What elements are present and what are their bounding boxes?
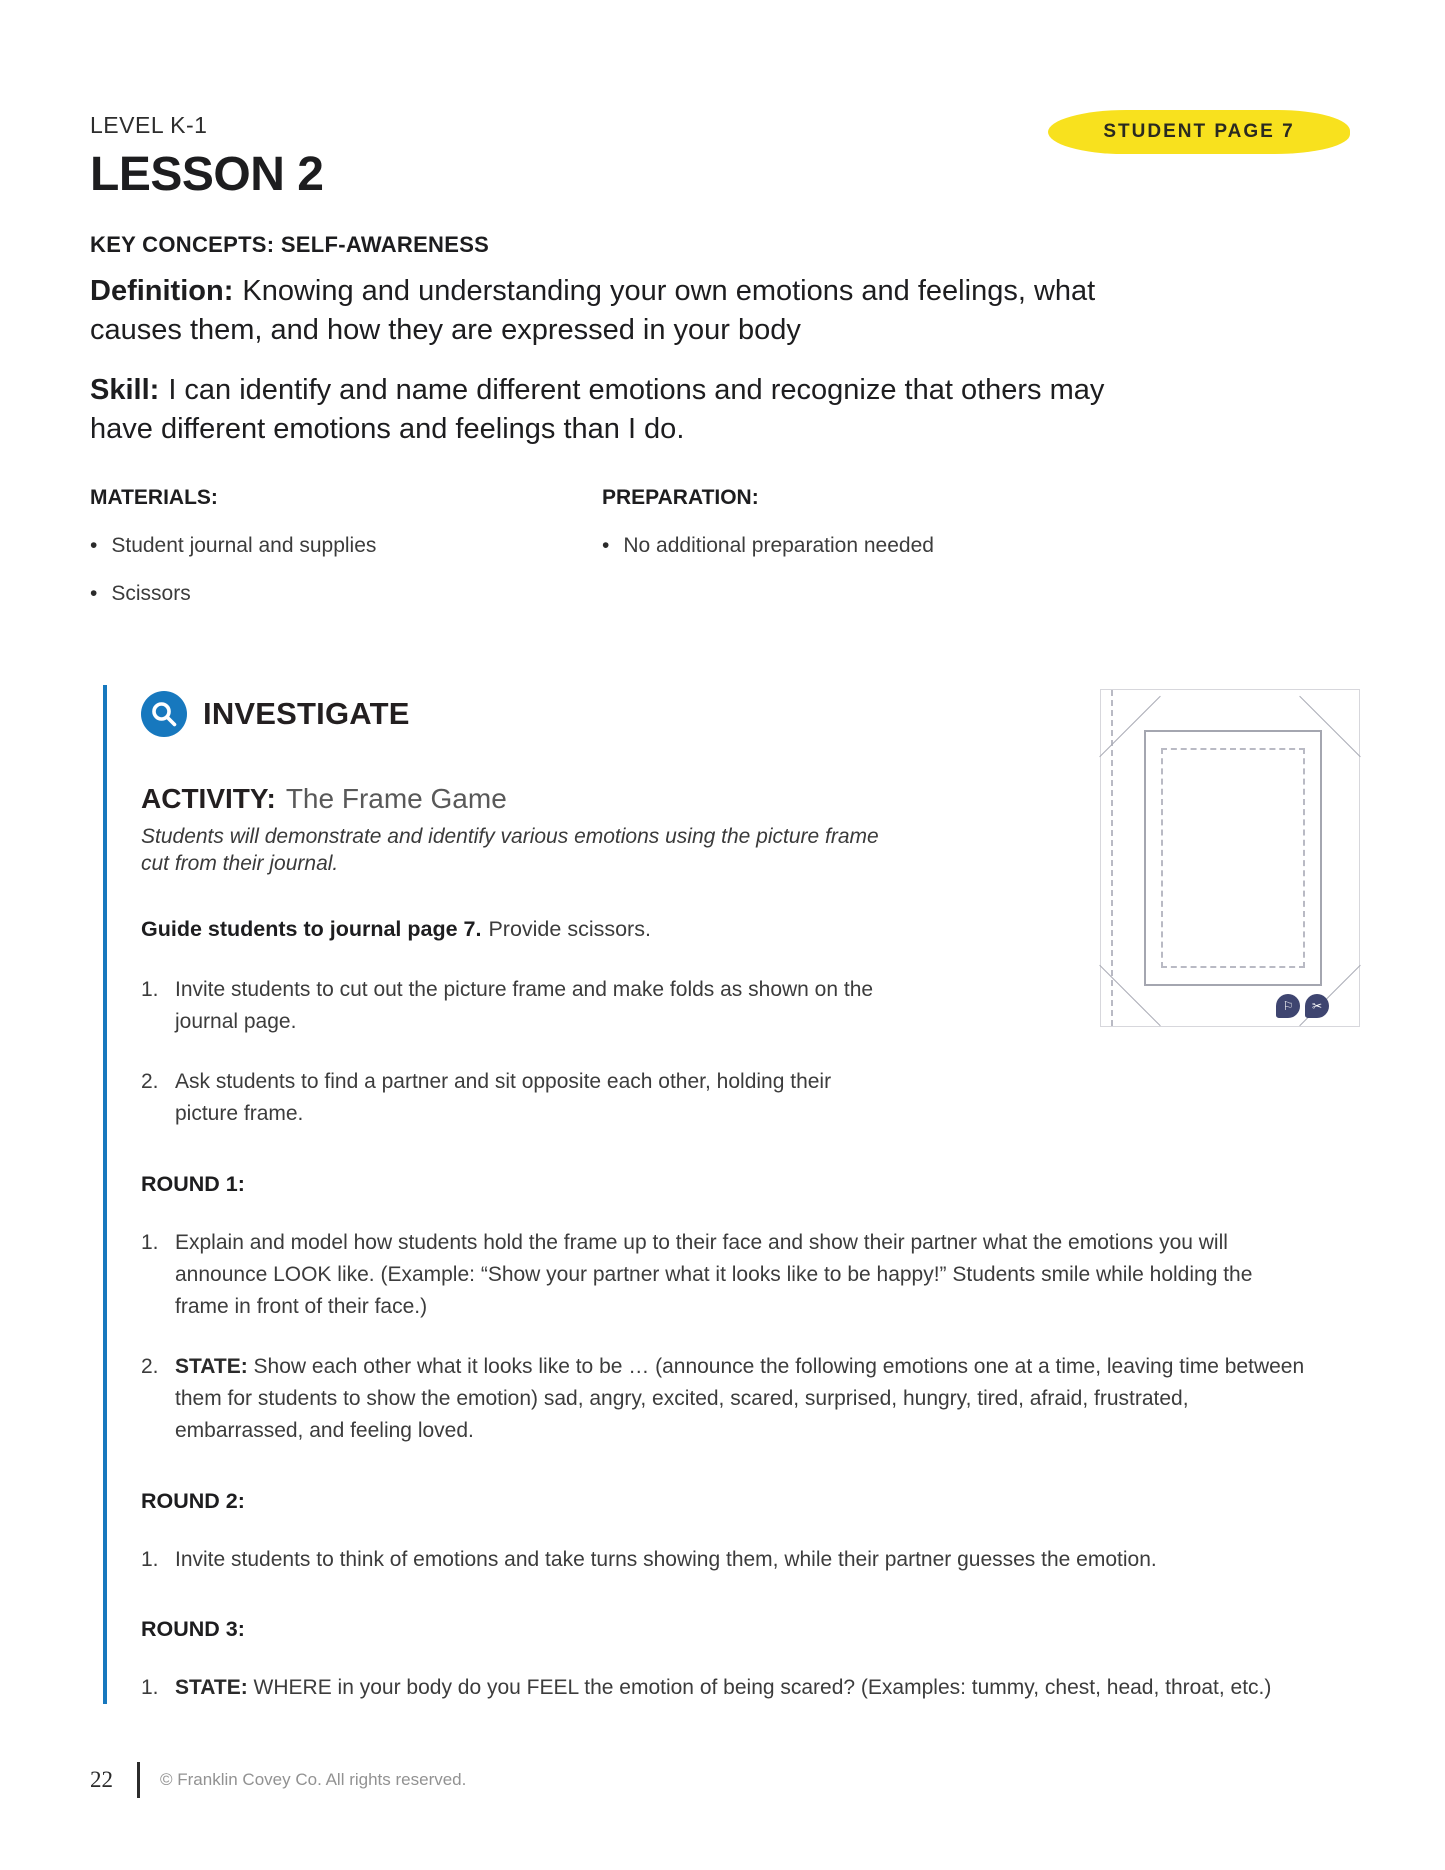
round-steps-list [141,1672,1360,1704]
step-number: 1. [141,1676,159,1700]
guide-instruction-bold: Guide students to journal page 7. [141,917,482,942]
page-number: 22 [90,1767,113,1792]
footer-divider [137,1762,140,1798]
step-text: Ask students to find a partner and sit opposite each other, holding their picture frame. [175,1070,832,1126]
key-concepts-heading: KEY CONCEPTS: SELF-AWARENESS [90,232,490,257]
definition-text: Knowing and understanding your own emotions and feelings, what causes them, and how they are expressed in your body [90,275,1096,346]
guide-instruction-rest: Provide scissors. [488,917,651,942]
numbered-step [141,974,1072,1038]
page-footer [90,1762,466,1798]
step-number: 2. [141,1354,159,1378]
picture-frame-thumbnail [1100,689,1360,1027]
list-item: • Student journal and supplies [90,532,602,559]
materials-preparation-row [90,486,1360,627]
materials-list [90,532,602,607]
round-heading: ROUND 3: [141,1617,245,1642]
step-text: Invite students to think of emotions and take turns showing them, while their partner guesses the emotion. [175,1547,1157,1571]
step-number: 1. [141,1231,159,1255]
investigate-header [141,685,1072,737]
list-item: • No additional preparation needed [602,532,1360,559]
step-text: STATE: WHERE in your body do you FEEL the emotion of being scared? (Examples: tummy, chest, head, throat, etc.) [175,1676,1272,1700]
numbered-step [141,1351,1360,1447]
numbered-step [141,1544,1360,1576]
numbered-step [141,1672,1360,1704]
rounds-container [141,1172,1360,1704]
discussion-icon: ⚐ [1276,994,1300,1018]
list-item: • Scissors [90,580,602,607]
step-number: 2. [141,1070,159,1094]
copyright-text: © Franklin Covey Co. All rights reserved. [160,1770,467,1789]
investigate-section [103,685,1360,1704]
preparation-list [602,532,1360,559]
definition-label: Definition: [90,275,234,307]
round-steps-list [141,1544,1360,1576]
skill-text: I can identify and name different emotions and recognize that others may have different emotions and feelings than I do. [90,374,1105,445]
skill-paragraph [90,371,1130,448]
numbered-step [141,1066,1360,1130]
step-number: 1. [141,978,159,1002]
preparation-column [602,486,1360,627]
activity-name: The Frame Game [285,782,507,814]
step-text: Explain and model how students hold the frame up to their face and show their partner what the emotions you will announce LOOK like. (Example: “Show your partner what it looks like to be happy!” Students smile while holding the frame in front of their face.) [175,1231,1253,1318]
numbered-step [141,1227,1360,1323]
preparation-heading: PREPARATION: [602,486,759,510]
skill-label: Skill: [90,374,160,407]
magnifier-icon [141,691,187,737]
investigate-title: INVESTIGATE [203,695,410,731]
round-heading: ROUND 2: [141,1488,245,1513]
activity-description: Students will demonstrate and identify various emotions using the picture frame cut from their journal. [141,824,879,876]
frame-cut-dashed-line [1161,748,1305,968]
materials-column [90,486,602,627]
scissors-icon: ✂ [1305,994,1329,1018]
step-number: 1. [141,1547,159,1571]
journal-page-icons [1276,994,1329,1018]
round-steps-list [141,1227,1360,1446]
round-heading: ROUND 1: [141,1172,245,1197]
activity-label: ACTIVITY: [141,782,276,814]
page-title: LESSON 2 [90,148,324,201]
level-label: LEVEL K-1 [90,112,208,138]
materials-heading: MATERIALS: [90,486,218,510]
student-page-badge: STUDENT PAGE 7 [1048,110,1350,154]
step-text: STATE: Show each other what it looks like to be … (announce the following emotions one at a time, leaving time between them for students to show the emotion) sad, angry, excited, scared, surprised, hungry, tired, afraid, frustrated, embarrassed, and feeling loved. [175,1354,1305,1442]
definition-paragraph [90,272,1130,349]
step-text: Invite students to cut out the picture frame and make folds as shown on the journal page. [175,978,874,1034]
